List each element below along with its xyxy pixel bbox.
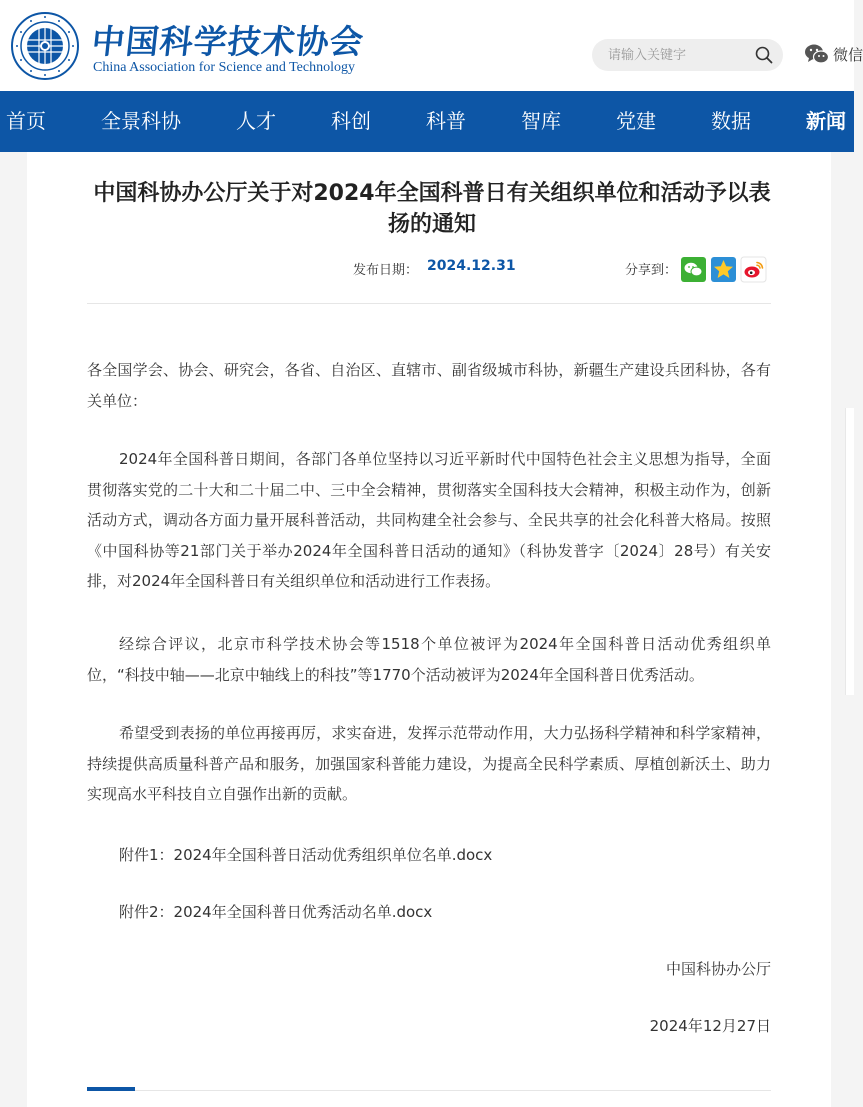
wechat-label[interactable]: 微信: [833, 46, 863, 64]
bottom-divider: [87, 1090, 771, 1091]
wechat-share-icon[interactable]: [681, 257, 706, 282]
publish-date: 2024.12.31: [427, 258, 516, 274]
nav-item-innovation[interactable]: 科创: [331, 109, 371, 133]
article-card: [27, 152, 831, 1107]
nav-item-popular-science[interactable]: 科普: [426, 109, 466, 133]
attachment-link-1[interactable]: 附件1：2024年全国科普日活动优秀组织单位名单.docx: [119, 846, 493, 864]
signer: 中国科协办公厅: [665, 960, 771, 978]
qzone-share-icon[interactable]: [711, 257, 736, 282]
logo-english-name[interactable]: China Association for Science and Technology: [93, 60, 355, 75]
body-paragraph-3: 希望受到表扬的单位再接再厉，求实奋进，发挥示范带动作用，大力弘扬科学精神和科学家精神，持续提供高质量科普产品和服务，加强国家科普能力建设，为提高全民科学素质、厚植创新沃土、助力实现高水平科技自立自强作出新的贡献。: [87, 724, 771, 803]
cast-emblem-icon[interactable]: [11, 12, 79, 80]
attachment-link-2[interactable]: 附件2：2024年全国科普日优秀活动名单.docx: [119, 903, 433, 921]
search-input[interactable]: [608, 46, 748, 64]
header-divider: [87, 303, 771, 304]
sign-date: 2024年12月27日: [649, 1017, 771, 1035]
nav-item-news[interactable]: 新闻: [806, 109, 846, 133]
share-label: 分享到：: [625, 263, 678, 278]
main-nav: [0, 91, 854, 152]
search-box: [592, 39, 783, 71]
nav-item-think-tank[interactable]: 智库: [521, 109, 561, 133]
weibo-share-icon[interactable]: [741, 257, 766, 282]
body-paragraph-2: 经综合评议，北京市科学技术协会等1518个单位被评为2024年全国科普日活动优秀组织单位，“科技中轴——北京中轴线上的科技”等1770个活动被评为2024年全国科普日优秀活动。: [87, 635, 771, 684]
publish-date-label: 发布日期：: [353, 263, 419, 278]
search-icon[interactable]: [754, 45, 774, 65]
salutation-paragraph: 各全国学会、协会、研究会，各省、自治区、直辖市、副省级城市科协，新疆生产建设兵团科协，各有关单位：: [87, 361, 771, 410]
nav-item-talent[interactable]: 人才: [236, 109, 276, 133]
logo-chinese-name[interactable]: 中国科学技术协会: [89, 22, 366, 61]
nav-item-data[interactable]: 数据: [711, 109, 751, 133]
side-float-panel[interactable]: [845, 408, 854, 695]
nav-item-home[interactable]: 首页: [6, 109, 46, 133]
article-title: 中国科协办公厅关于对2024年全国科普日有关组织单位和活动予以表扬的通知: [93, 181, 771, 237]
nav-item-party[interactable]: 党建: [616, 109, 656, 133]
body-paragraph-1: 2024年全国科普日期间，各部门各单位坚持以习近平新时代中国特色社会主义思想为指导，全面贯彻落实党的二十大和二十届二中、三中全会精神，贯彻落实全国科技大会精神，积极主动作为，创新活动方式，调动各方面力量开展科普活动，共同构建全社会参与、全民共享的社会化科普大格局。按照《中国科协等21部门关于举办2024年全国科普日活动的通知》（科协发普字〔2024〕28号）有关安排，对2024年全国科普日有关组织单位和活动进行工作表扬。: [87, 450, 771, 590]
site-header: [0, 0, 863, 91]
nav-item-panorama[interactable]: 全景科协: [101, 109, 181, 133]
bottom-accent-bar: [87, 1087, 135, 1091]
wechat-icon[interactable]: [804, 41, 830, 67]
